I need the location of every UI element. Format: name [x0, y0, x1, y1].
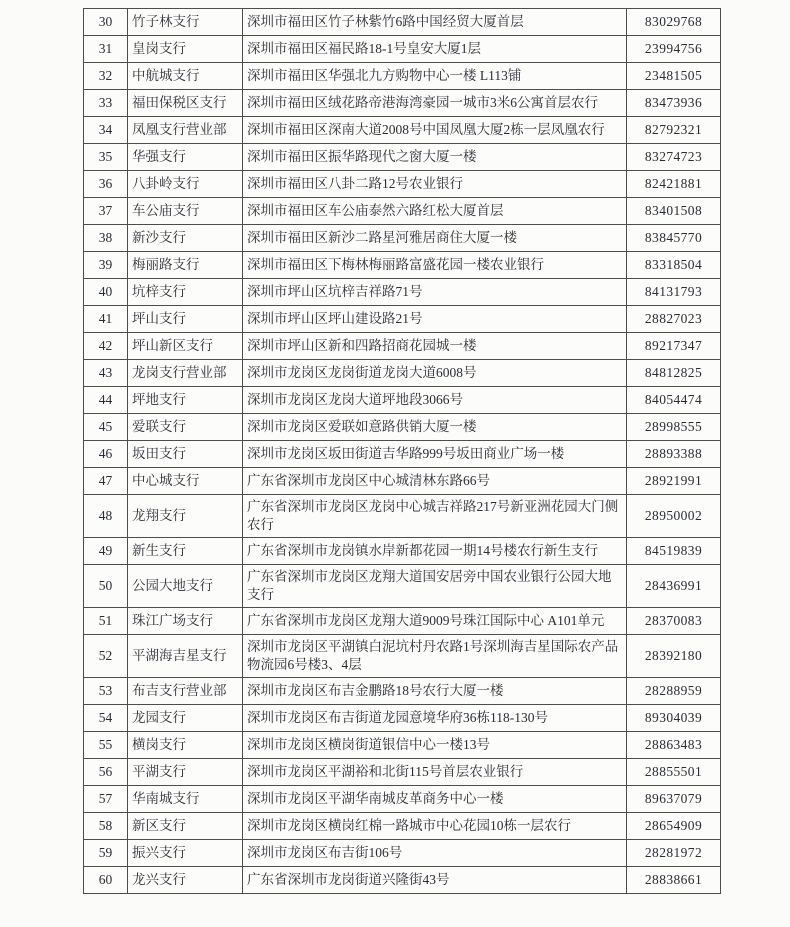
table-row	[84, 732, 721, 759]
branch-address-cell: 广东省深圳市龙岗区龙翔大道国安居旁中国农业银行公园大地支行	[243, 565, 627, 608]
row-number-cell: 34	[84, 117, 128, 144]
branch-address-cell: 深圳市龙岗区平湖华南城皮革商务中心一楼	[243, 786, 627, 813]
table-row	[84, 678, 721, 705]
branch-address-cell: 深圳市龙岗区坂田街道吉华路999号坂田商业广场一楼	[243, 441, 627, 468]
row-number-cell: 53	[84, 678, 128, 705]
branch-address-cell: 深圳市福田区绒花路帝港海湾豪园一城市3米6公寓首层农行	[243, 90, 627, 117]
branch-name-cell: 凤凰支行营业部	[128, 117, 243, 144]
branch-address-cell: 广东省深圳市龙岗街道兴隆街43号	[243, 867, 627, 894]
row-number-cell: 35	[84, 144, 128, 171]
branch-address-cell: 深圳市龙岗区爱联如意路供销大厦一楼	[243, 414, 627, 441]
branch-phone-cell: 28654909	[627, 813, 721, 840]
table-row	[84, 360, 721, 387]
branch-name-cell: 八卦岭支行	[128, 171, 243, 198]
branch-name-cell: 平湖支行	[128, 759, 243, 786]
table-row	[84, 759, 721, 786]
table-row	[84, 813, 721, 840]
branch-name-cell: 新沙支行	[128, 225, 243, 252]
branch-phone-cell: 83029768	[627, 9, 721, 36]
branch-name-cell: 横岗支行	[128, 732, 243, 759]
branch-name-cell: 梅丽路支行	[128, 252, 243, 279]
branch-name-cell: 中心城支行	[128, 468, 243, 495]
branch-phone-cell: 28827023	[627, 306, 721, 333]
table-row	[84, 198, 721, 225]
branch-phone-cell: 28893388	[627, 441, 721, 468]
branch-phone-cell: 82421881	[627, 171, 721, 198]
table-row	[84, 608, 721, 635]
branch-name-cell: 华南城支行	[128, 786, 243, 813]
branch-address-cell: 深圳市龙岗区横岗红棉一路城市中心花园10栋一层农行	[243, 813, 627, 840]
branch-address-cell: 深圳市福田区下梅林梅丽路富盛花园一楼农业银行	[243, 252, 627, 279]
branch-name-cell: 华强支行	[128, 144, 243, 171]
table-row	[84, 635, 721, 678]
branch-phone-cell: 82792321	[627, 117, 721, 144]
table-row	[84, 441, 721, 468]
row-number-cell: 44	[84, 387, 128, 414]
branch-phone-cell: 28281972	[627, 840, 721, 867]
branch-name-cell: 坪地支行	[128, 387, 243, 414]
bank-branch-table	[83, 8, 721, 894]
table-row	[84, 468, 721, 495]
row-number-cell: 50	[84, 565, 128, 608]
branch-phone-cell: 89637079	[627, 786, 721, 813]
branch-phone-cell: 89217347	[627, 333, 721, 360]
branch-address-cell: 深圳市坪山区新和四路招商花园城一楼	[243, 333, 627, 360]
table-row	[84, 495, 721, 538]
branch-address-cell: 深圳市坪山区坑梓吉祥路71号	[243, 279, 627, 306]
row-number-cell: 59	[84, 840, 128, 867]
branch-phone-cell: 28863483	[627, 732, 721, 759]
branch-phone-cell: 83473936	[627, 90, 721, 117]
branch-address-cell: 深圳市福田区车公庙泰然六路红松大厦首层	[243, 198, 627, 225]
row-number-cell: 55	[84, 732, 128, 759]
branch-phone-cell: 28436991	[627, 565, 721, 608]
table-row	[84, 333, 721, 360]
row-number-cell: 43	[84, 360, 128, 387]
branch-phone-cell: 23481505	[627, 63, 721, 90]
row-number-cell: 30	[84, 9, 128, 36]
row-number-cell: 33	[84, 90, 128, 117]
table-row	[84, 306, 721, 333]
row-number-cell: 46	[84, 441, 128, 468]
branch-name-cell: 坑梓支行	[128, 279, 243, 306]
branch-address-cell: 深圳市福田区新沙二路星河雅居商住大厦一楼	[243, 225, 627, 252]
table-row	[84, 705, 721, 732]
branch-address-cell: 深圳市龙岗区龙岗大道坪地段3066号	[243, 387, 627, 414]
branch-phone-cell: 28370083	[627, 608, 721, 635]
table-row	[84, 414, 721, 441]
table-row	[84, 225, 721, 252]
table-row	[84, 786, 721, 813]
row-number-cell: 42	[84, 333, 128, 360]
branch-address-cell: 深圳市福田区华强北九方购物中心一楼 L113铺	[243, 63, 627, 90]
branch-name-cell: 坂田支行	[128, 441, 243, 468]
branch-name-cell: 龙翔支行	[128, 495, 243, 538]
branch-name-cell: 龙岗支行营业部	[128, 360, 243, 387]
branch-name-cell: 坪山支行	[128, 306, 243, 333]
branch-address-cell: 广东省深圳市龙岗区龙翔大道9009号珠江国际中心 A101单元	[243, 608, 627, 635]
branch-address-cell: 广东省深圳市龙岗区龙岗中心城吉祥路217号新亚洲花园大门侧农行	[243, 495, 627, 538]
row-number-cell: 52	[84, 635, 128, 678]
branch-phone-cell: 84812825	[627, 360, 721, 387]
branch-name-cell: 龙园支行	[128, 705, 243, 732]
branch-phone-cell: 83401508	[627, 198, 721, 225]
table-row	[84, 867, 721, 894]
branch-phone-cell: 84054474	[627, 387, 721, 414]
branch-address-cell: 深圳市龙岗区布吉金鹏路18号农行大厦一楼	[243, 678, 627, 705]
row-number-cell: 57	[84, 786, 128, 813]
table-row	[84, 565, 721, 608]
row-number-cell: 39	[84, 252, 128, 279]
branch-phone-cell: 83845770	[627, 225, 721, 252]
branch-name-cell: 新区支行	[128, 813, 243, 840]
table-row	[84, 90, 721, 117]
row-number-cell: 48	[84, 495, 128, 538]
branch-name-cell: 坪山新区支行	[128, 333, 243, 360]
row-number-cell: 40	[84, 279, 128, 306]
row-number-cell: 37	[84, 198, 128, 225]
branch-address-cell: 深圳市坪山区坪山建设路21号	[243, 306, 627, 333]
branch-address-cell: 深圳市福田区深南大道2008号中国凤凰大厦2栋一层凤凰农行	[243, 117, 627, 144]
table-row	[84, 36, 721, 63]
branch-name-cell: 车公庙支行	[128, 198, 243, 225]
branch-phone-cell: 28998555	[627, 414, 721, 441]
branch-address-cell: 深圳市龙岗区横岗街道银信中心一楼13号	[243, 732, 627, 759]
table-row	[84, 144, 721, 171]
branch-address-cell: 深圳市龙岗区平湖镇白泥坑村丹农路1号深圳海吉星国际农产品物流园6号楼3、4层	[243, 635, 627, 678]
row-number-cell: 45	[84, 414, 128, 441]
table-row	[84, 538, 721, 565]
branch-address-cell: 深圳市龙岗区龙岗街道龙岗大道6008号	[243, 360, 627, 387]
branch-phone-cell: 28855501	[627, 759, 721, 786]
branch-name-cell: 布吉支行营业部	[128, 678, 243, 705]
table-row	[84, 252, 721, 279]
row-number-cell: 32	[84, 63, 128, 90]
branch-name-cell: 公园大地支行	[128, 565, 243, 608]
bank-branch-list-page	[83, 8, 721, 894]
branch-phone-cell: 28921991	[627, 468, 721, 495]
branch-address-cell: 深圳市福田区竹子林紫竹6路中国经贸大厦首层	[243, 9, 627, 36]
branch-name-cell: 爱联支行	[128, 414, 243, 441]
table-row	[84, 63, 721, 90]
branch-name-cell: 皇岗支行	[128, 36, 243, 63]
row-number-cell: 58	[84, 813, 128, 840]
table-row	[84, 840, 721, 867]
branch-address-cell: 深圳市龙岗区布吉街道龙园意境华府36栋118-130号	[243, 705, 627, 732]
branch-address-cell: 深圳市福田区福民路18-1号皇安大厦1层	[243, 36, 627, 63]
row-number-cell: 51	[84, 608, 128, 635]
row-number-cell: 60	[84, 867, 128, 894]
branch-name-cell: 福田保税区支行	[128, 90, 243, 117]
table-body	[84, 9, 721, 894]
branch-name-cell: 中航城支行	[128, 63, 243, 90]
branch-address-cell: 深圳市龙岗区平湖裕和北街115号首层农业银行	[243, 759, 627, 786]
row-number-cell: 47	[84, 468, 128, 495]
branch-address-cell: 深圳市福田区振华路现代之窗大厦一楼	[243, 144, 627, 171]
branch-phone-cell: 84519839	[627, 538, 721, 565]
table-row	[84, 171, 721, 198]
table-row	[84, 117, 721, 144]
branch-address-cell: 广东省深圳市龙岗镇水岸新都花园一期14号楼农行新生支行	[243, 538, 627, 565]
row-number-cell: 56	[84, 759, 128, 786]
branch-name-cell: 新生支行	[128, 538, 243, 565]
branch-address-cell: 深圳市福田区八卦二路12号农业银行	[243, 171, 627, 198]
branch-phone-cell: 28950002	[627, 495, 721, 538]
branch-phone-cell: 83274723	[627, 144, 721, 171]
table-row	[84, 9, 721, 36]
branch-address-cell: 深圳市龙岗区布吉街106号	[243, 840, 627, 867]
branch-name-cell: 竹子林支行	[128, 9, 243, 36]
branch-name-cell: 振兴支行	[128, 840, 243, 867]
branch-phone-cell: 28392180	[627, 635, 721, 678]
branch-phone-cell: 23994756	[627, 36, 721, 63]
branch-phone-cell: 28288959	[627, 678, 721, 705]
row-number-cell: 38	[84, 225, 128, 252]
row-number-cell: 36	[84, 171, 128, 198]
branch-name-cell: 平湖海吉星支行	[128, 635, 243, 678]
row-number-cell: 31	[84, 36, 128, 63]
branch-name-cell: 龙兴支行	[128, 867, 243, 894]
branch-address-cell: 广东省深圳市龙岗区中心城清林东路66号	[243, 468, 627, 495]
row-number-cell: 54	[84, 705, 128, 732]
row-number-cell: 49	[84, 538, 128, 565]
table-row	[84, 279, 721, 306]
row-number-cell: 41	[84, 306, 128, 333]
branch-phone-cell: 84131793	[627, 279, 721, 306]
branch-name-cell: 珠江广场支行	[128, 608, 243, 635]
table-row	[84, 387, 721, 414]
branch-phone-cell: 28838661	[627, 867, 721, 894]
branch-phone-cell: 89304039	[627, 705, 721, 732]
branch-phone-cell: 83318504	[627, 252, 721, 279]
